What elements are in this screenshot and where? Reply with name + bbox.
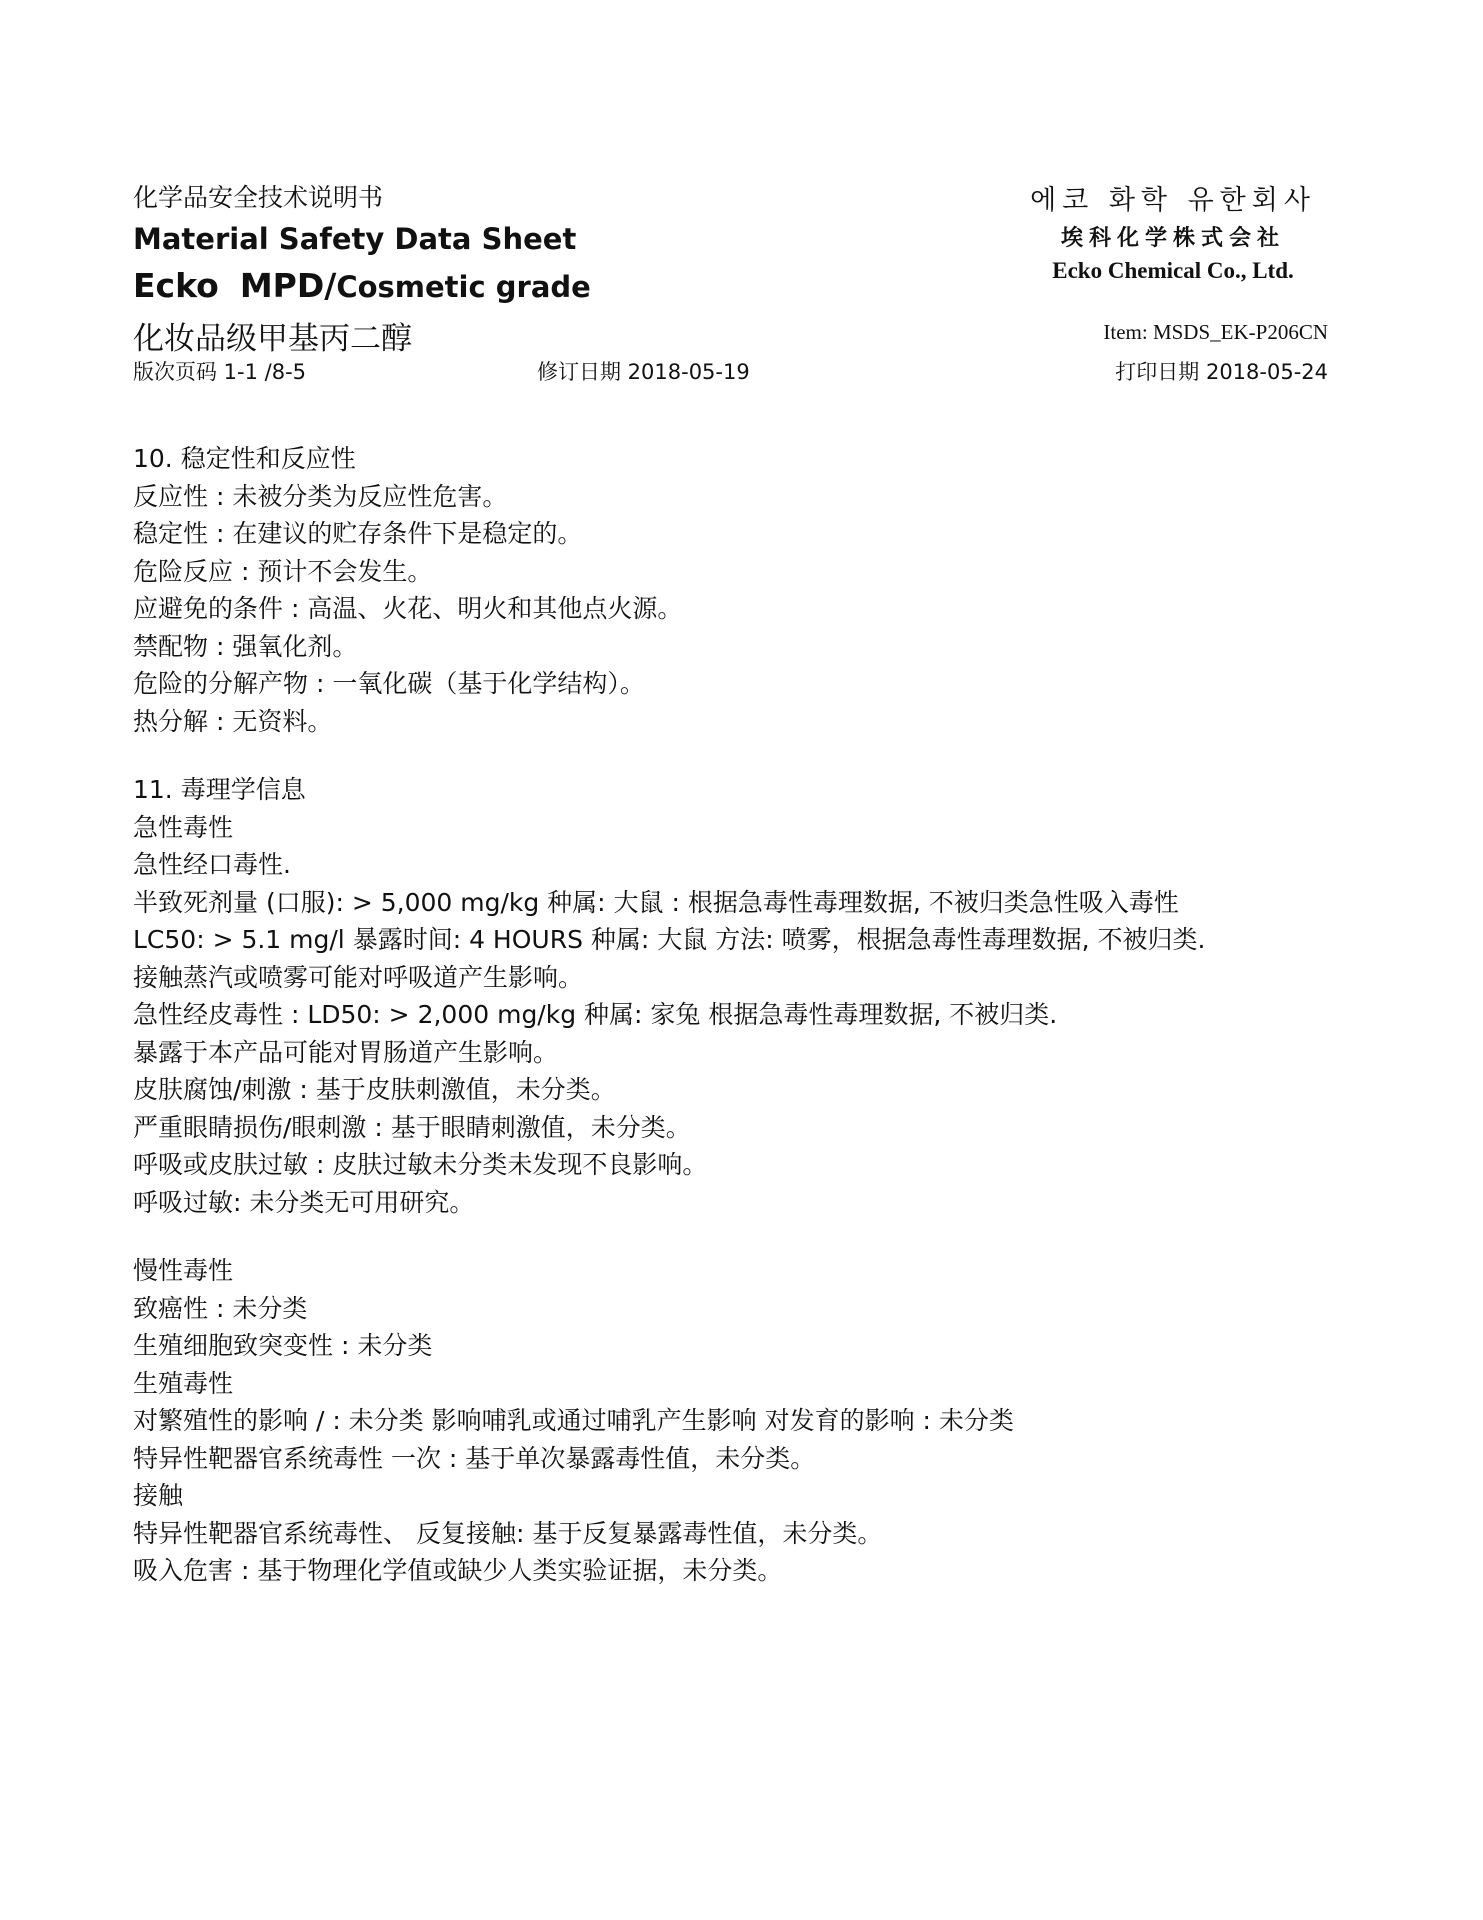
document-body — [133, 440, 1333, 1590]
product-name: MPD/ — [239, 266, 337, 305]
section-11-line: 呼吸或皮肤过敏 : 皮肤过敏未分类未发现不良影响。 — [133, 1150, 708, 1179]
print-date: 打印日期 2018-05-24 — [1115, 360, 1328, 384]
company-name-chinese: 埃科化学株式会社 — [1060, 226, 1285, 251]
section-11-line: 急性经皮毒性 : LD50: > 2,000 mg/kg 种属: 家兔 根据急毒性毒理数据, 不被归类. — [133, 1000, 1058, 1029]
chronic-toxicity-line: 慢性毒性 — [133, 1256, 234, 1285]
chronic-toxicity-line: 接触 — [133, 1481, 184, 1510]
revision-date: 修订日期 2018-05-19 — [537, 360, 750, 384]
section-11-line: 暴露于本产品可能对胃肠道产生影响。 — [133, 1037, 559, 1067]
section-11-line: 急性经口毒性. — [133, 850, 291, 879]
section-10-line: 热分解 : 无资料。 — [133, 706, 333, 736]
section-10-line: 危险反应 : 预计不会发生。 — [133, 556, 433, 586]
company-block — [1018, 178, 1328, 284]
section-11-line: LC50: > 5.1 mg/l 暴露时间: 4 HOURS 种属: 大鼠 方法: 喷雾，根据急毒性毒理数据, 不被归类. — [133, 925, 1206, 954]
section-11-line: 严重眼睛损伤/眼刺激 : 基于眼睛刺激值，未分类。 — [133, 1112, 691, 1142]
chronic-toxicity-line: 吸入危害 : 基于物理化学值或缺少人类实验证据，未分类。 — [133, 1556, 783, 1585]
section-11-line: 急性毒性 — [133, 812, 234, 842]
company-name-korean: 에코 화학 유한회사 — [1030, 185, 1316, 216]
chronic-toxicity-line: 对繁殖性的影响 / : 未分类 影响哺乳或通过哺乳产生影响 对发育的影响 : 未分类 — [133, 1406, 1014, 1435]
section-11-line: 呼吸过敏: 未分类无可用研究。 — [133, 1187, 475, 1217]
section-10-line: 反应性 : 未被分类为反应性危害。 — [133, 481, 508, 511]
section-11-line: 半致死剂量 (口服): > 5,000 mg/kg 种属: 大鼠 : 根据急毒性毒理数据, 不被归类急性吸入毒性 — [133, 887, 1179, 917]
section-11-heading: 11. 毒理学信息 — [133, 775, 306, 804]
product-title-chinese: 化妆品级甲基丙二醇 — [133, 321, 412, 357]
section-10-heading: 10. 稳定性和反应性 — [133, 444, 356, 473]
chronic-toxicity-line: 特异性靶器官系统毒性 一次 : 基于单次暴露毒性值，未分类。 — [133, 1443, 816, 1473]
item-code: Item: MSDS_EK-P206CN — [1103, 320, 1328, 344]
section-11-line: 皮肤腐蚀/刺激 : 基于皮肤刺激值，未分类。 — [133, 1075, 616, 1104]
document-title-english: Material Safety Data Sheet — [133, 222, 577, 256]
chronic-toxicity-line: 生殖细胞致突变性 : 未分类 — [133, 1331, 433, 1360]
section-gap — [133, 740, 1333, 771]
chronic-toxicity-line: 致癌性 : 未分类 — [133, 1293, 308, 1323]
chronic-toxicity-line: 特异性靶器官系统毒性、 反复接触: 基于反复暴露毒性值，未分类。 — [133, 1518, 883, 1548]
version-info: 版次页码 1-1 /8-5 — [133, 360, 307, 384]
section-10-line: 危险的分解产物 : 一氧化碳（基于化学结构）。 — [133, 669, 645, 698]
section-11-line: 接触蒸汽或喷雾可能对呼吸道产生影响。 — [133, 962, 584, 992]
chronic-toxicity-line: 生殖毒性 — [133, 1368, 234, 1398]
company-name-english: Ecko Chemical Co., Ltd. — [1052, 258, 1294, 283]
section-gap — [133, 1221, 1333, 1252]
product-brand: Ecko — [133, 266, 219, 305]
section-10-line: 禁配物 : 强氧化剂。 — [133, 631, 358, 661]
product-grade: Cosmetic grade — [336, 270, 591, 304]
product-title — [133, 266, 591, 305]
section-10-line: 稳定性 : 在建议的贮存条件下是稳定的。 — [133, 519, 583, 548]
document-title-chinese: 化学品安全技术说明书 — [133, 183, 384, 212]
section-10-line: 应避免的条件 : 高温、火花、明火和其他点火源。 — [133, 594, 683, 623]
